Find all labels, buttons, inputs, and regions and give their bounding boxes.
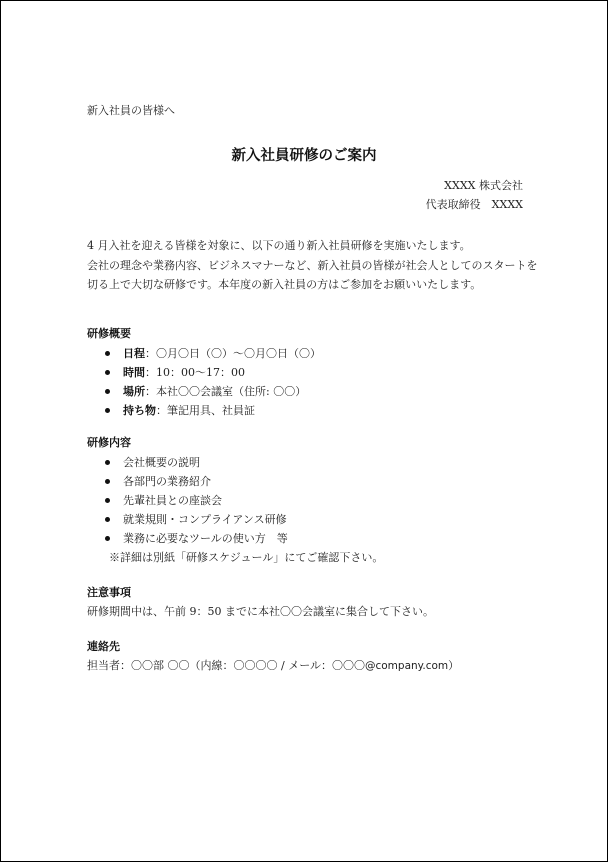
item-text: 就業規則・コンプライアンス研修 xyxy=(123,513,287,526)
overview-list xyxy=(87,344,321,420)
item-text: 各部門の業務紹介 xyxy=(123,475,211,488)
content-section xyxy=(87,436,383,567)
item-label: 時間 xyxy=(123,366,145,379)
overview-section xyxy=(87,327,321,420)
list-item xyxy=(87,363,321,382)
item-label: 場所 xyxy=(123,385,145,398)
notice-text: 研修期間中は、午前 9：50 までに本社〇〇会議室に集合して下さい。 xyxy=(87,605,434,618)
item-text: 先輩社員との座談会 xyxy=(123,494,222,507)
content-heading: 研修内容 xyxy=(87,436,131,449)
contact-email-domain: @company.com xyxy=(364,660,449,672)
bullet-icon xyxy=(105,517,110,522)
sender-representative: 代表取締役 XXXX xyxy=(425,198,523,211)
item-separator: ： xyxy=(145,366,156,379)
item-value: 10：00～17：00 xyxy=(156,366,245,379)
bullet-icon xyxy=(105,536,110,541)
bullet-icon xyxy=(105,389,110,394)
contact-prefix: 担当者：〇〇部 〇〇（内線：〇〇〇〇 / メール：〇〇〇 xyxy=(87,659,365,672)
contact-text xyxy=(87,656,459,676)
intro-line: 切る上で大切な研修です。本年度の新入社員の方はご参加をお願いいたします。 xyxy=(87,278,482,291)
overview-heading: 研修概要 xyxy=(87,327,131,340)
item-value: 本社〇〇会議室（住所: 〇〇） xyxy=(156,385,307,398)
sender-company: XXXX 株式会社 xyxy=(444,179,523,192)
bullet-icon xyxy=(105,370,110,375)
item-separator: ： xyxy=(145,385,156,398)
item-label: 日程 xyxy=(123,347,145,360)
item-separator: ： xyxy=(156,404,167,417)
addressee: 新入社員の皆様へ xyxy=(87,104,175,117)
item-separator: ： xyxy=(145,347,156,360)
item-value: 筆記用具、社員証 xyxy=(167,404,255,417)
item-text: 会社概要の説明 xyxy=(123,456,200,469)
bullet-icon xyxy=(105,460,110,465)
contact-section xyxy=(87,640,459,676)
list-item xyxy=(87,472,383,491)
intro-line: 会社の理念や業務内容、ビジネスマナーなど、新入社員の皆様が社会人としてのスタートを xyxy=(87,258,538,272)
list-item xyxy=(87,529,383,548)
document-title: 新入社員研修のご案内 xyxy=(231,147,377,164)
list-item xyxy=(87,491,383,510)
contact-suffix: ） xyxy=(448,659,460,672)
notice-heading: 注意事項 xyxy=(87,586,131,599)
contact-heading: 連絡先 xyxy=(87,640,120,653)
content-note: ※詳細は別紙「研修スケジュール」にてご確認下さい。 xyxy=(109,551,384,564)
item-text: 業務に必要なツールの使い方 等 xyxy=(123,532,288,545)
list-item xyxy=(87,382,321,401)
bullet-icon xyxy=(105,479,110,484)
notice-section xyxy=(87,586,434,621)
item-value: 〇月〇日（〇）～〇月〇日（〇） xyxy=(156,347,321,360)
item-label: 持ち物 xyxy=(123,404,156,417)
content-list xyxy=(87,453,383,548)
list-item xyxy=(87,344,321,363)
bullet-icon xyxy=(105,351,110,356)
list-item xyxy=(87,453,383,472)
bullet-icon xyxy=(105,408,110,413)
intro-line: 4 月入社を迎える皆様を対象に、以下の通り新入社員研修を実施いたします。 xyxy=(87,239,471,252)
list-item xyxy=(87,401,321,420)
intro-paragraph xyxy=(87,236,537,295)
list-item xyxy=(87,510,383,529)
bullet-icon xyxy=(105,498,110,503)
